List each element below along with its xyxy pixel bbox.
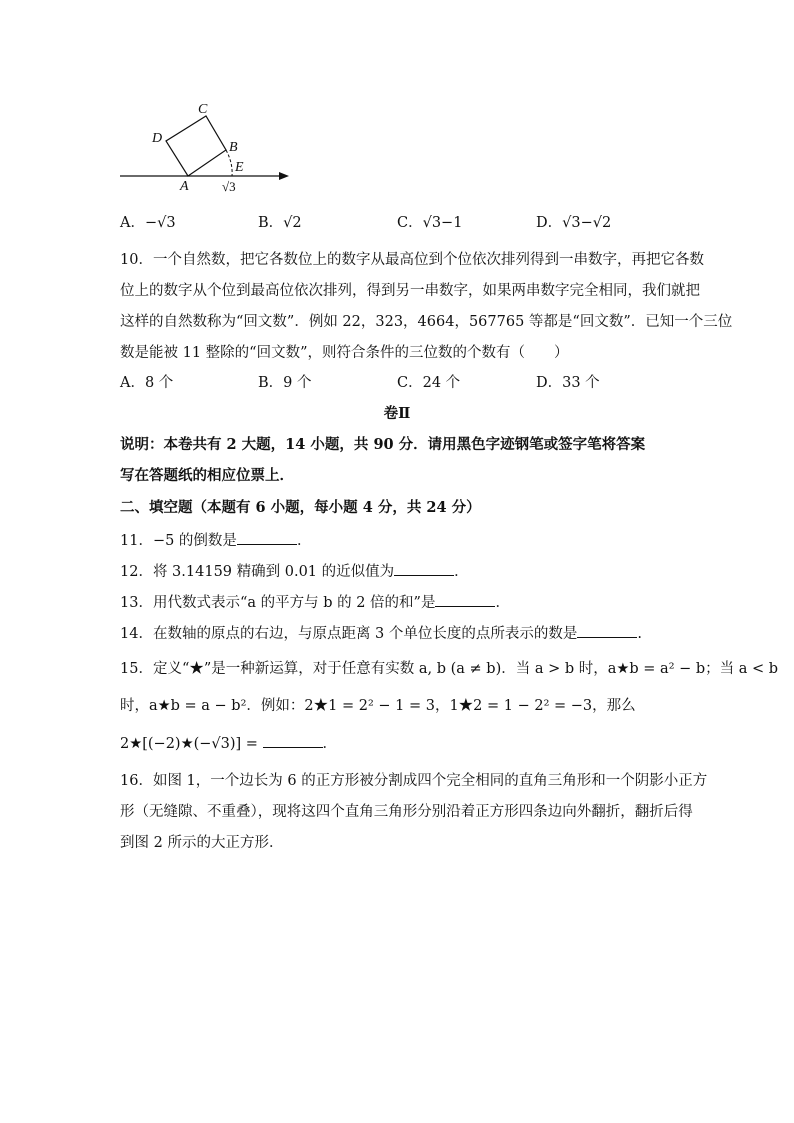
q14-text: 14．在数轴的原点的右边，与原点距离 3 个单位长度的点所表示的数是 [120,626,578,642]
q10-line-2: 位上的数字从个位到最高位依次排列，得到另一串数字，如果两串数字完全相同，我们就把 [120,283,700,299]
q11-text: 11．−5 的倒数是 [120,533,237,549]
q12-text: 12．将 3.14159 精确到 0.01 的近似值为 [120,564,395,580]
part-two-heading: 二、填空题（本题有 6 小题，每小题 4 分，共 24 分） [120,499,481,516]
square-ABCD [166,116,226,176]
section-title: 卷Ⅱ [383,405,411,422]
q14-end: . [637,626,643,642]
q15-line-1: 15．定义“★”是一种新运算，对于任意有实数 a, b (a ≠ b)．当 a > b 时，a★b = a² − b；当 a < b [120,661,779,677]
section-note-line-1: 说明：本卷共有 2 大题，14 小题，共 90 分．请用黑色字迹钢笔或签字笔将答案 [120,436,646,453]
q15-line-2: 时，a★b = a − b²．例如：2★1 = 2² − 1 = 3，1★2 = 1 − 2² = −3，那么 [120,698,636,714]
q9-option-c: C．√3−1 [397,215,463,231]
q10-line-3: 这样的自然数称为“回文数”．例如 22，323，4664，567765 等都是“回文数”．已知一个三位 [120,314,733,330]
q16-line-2: 形（无缝隙、不重叠），现将这四个直角三角形分别沿着正方形四条边向外翻折，翻折后得 [120,804,693,820]
q15-answer-blank [263,733,323,748]
q16-line-3: 到图 2 所示的大正方形． [120,835,284,851]
q12 [120,561,469,582]
q11 [120,530,311,551]
q12-answer-blank [394,561,454,576]
q16-line-1: 16．如图 1，一个边长为 6 的正方形被分割成四个完全相同的直角三角形和一个阴影小正方 [120,773,708,789]
q10-line-1: 10．一个自然数，把它各数位上的数字从最高位到个位依次排列得到一串数字，再把它各数 [120,252,704,268]
q11-answer-blank [237,530,297,545]
q15-expression: 2★[(−2)★(−√3)] = [120,736,258,752]
q10-option-d: D．33 个 [536,375,600,391]
label-D: D [152,131,163,146]
q12-end: ． [454,564,469,580]
q13 [120,592,510,613]
label-E: E [235,160,244,175]
q10-option-b: B．9 个 [258,375,312,391]
section-note-line-2: 写在答题纸的相应位票上． [120,467,294,484]
q14 [120,623,642,644]
label-A: A [180,179,189,194]
q10-line-4: 数是能被 11 整除的“回文数”，则符合条件的三位数的个数有（ ） [120,345,569,361]
label-C: C [198,102,208,117]
q13-answer-blank [435,592,495,607]
q13-end: ． [495,595,510,611]
q9-option-a: A．−√3 [120,215,176,231]
q13-text: 13．用代数式表示“a 的平方与 b 的 2 倍的和”是 [120,595,436,611]
label-sqrt3: √3 [222,179,236,194]
number-line-square-figure [0,0,794,200]
label-B: B [229,140,238,155]
q10-option-c: C．24 个 [397,375,461,391]
q9-option-b: B．√2 [258,215,302,231]
q15-end: ． [322,736,338,752]
q10-option-a: A．8 个 [120,375,174,391]
q11-end: ． [296,533,312,549]
q15-line-3 [120,733,337,754]
q9-option-d: D．√3−√2 [536,215,612,231]
q14-answer-blank [577,623,637,638]
number-line-arrow [279,172,289,180]
